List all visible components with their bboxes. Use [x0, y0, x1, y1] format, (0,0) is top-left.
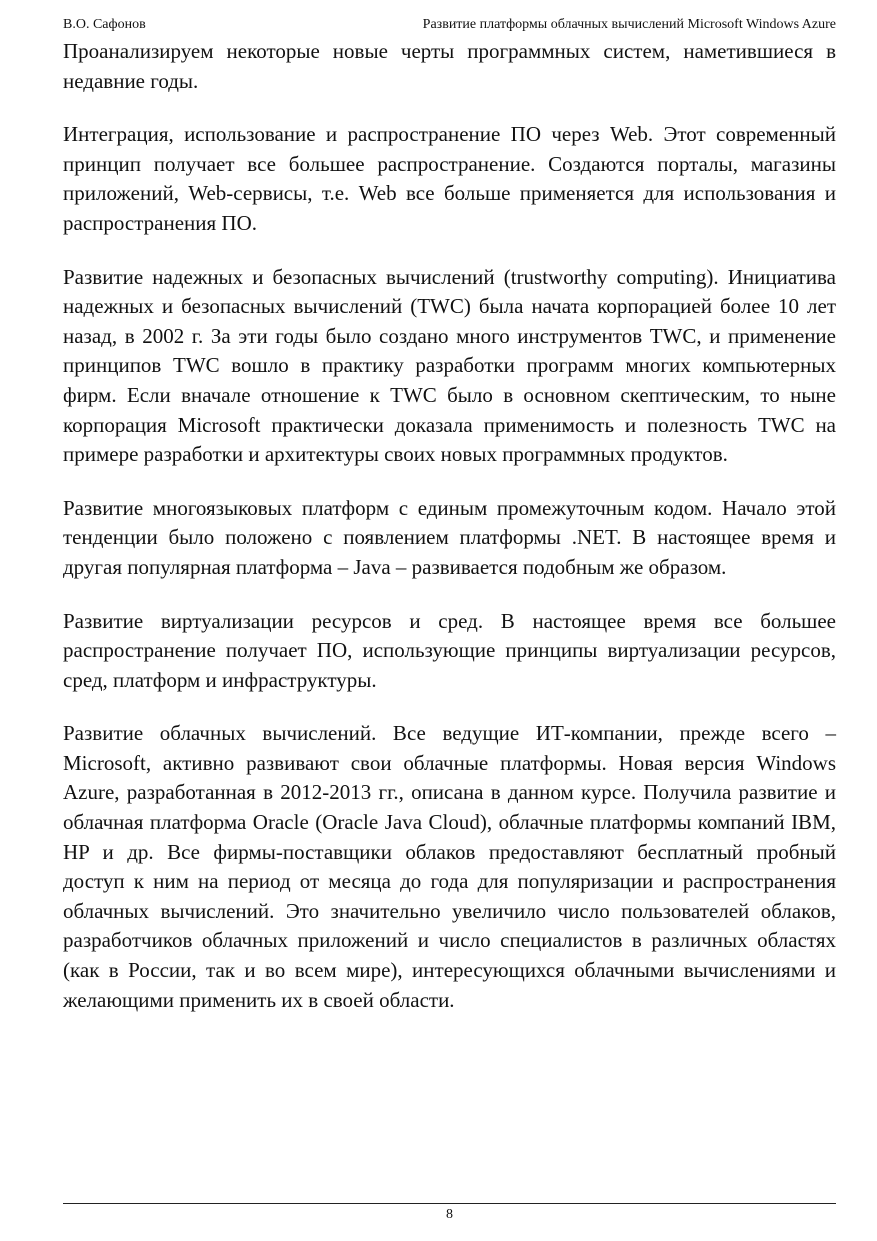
paragraph-multilanguage-platforms: Развитие многоязыковых платформ с единым промежуточным кодом. Начало этой тенденции было положено с появлением платформы .NET. В настоящее время и другая популярная платформа – Java – развивается подобным же образом. [63, 495, 836, 579]
paragraph-virtualization: Развитие виртуализации ресурсов и сред. В настоящее время все большее распространение получает ПО, использующие принципы виртуализации ресурсов, сред, платформ и инфраструктуры. [63, 608, 836, 692]
paragraph-cloud-computing: Развитие облачных вычислений. Все ведущие ИТ-компании, прежде всего – Microsoft, активно развивают свои облачные платформы. Новая версия Windows Azure, разработанная в 2012-2013 гг., описана в данном курсе. Получила развитие и облачная платформа Oracle (Oracle Java Cloud), облачные платформы компаний IBM, HP и др. Все фирмы-поставщики облаков предоставляют бесплатный пробный доступ к ним на период от месяца до года для популяризации и распространения облачных вычислений. Это значительно увеличило число пользователей облаков, разработчиков облачных приложений и число специалистов в различных областях (как в России, так и во всем мире), интересующихся облачными вычислениями и желающими применить их в своей области. [63, 721, 836, 1012]
paragraph-trustworthy-computing: Развитие надежных и безопасных вычислений (trustworthy computing). Инициатива надежных и безопасных вычислений (TWC) была начата корпорацией более 10 лет назад, в 2002 г. За эти годы было создано много инструментов TWC, и применение принципов TWC вошло в практику разработки программ многих компьютерных фирм. Если вначале отношение к TWC было в основном скептическим, то ныне корпорация Microsoft практически доказала применимость и полезность TWC на примере разработки и архитектуры своих новых программных продуктов. [63, 264, 836, 467]
header-document-title: Развитие платформы облачных вычислений Microsoft Windows Azure [422, 17, 836, 32]
header-author: В.О. Сафонов [63, 17, 146, 32]
body-text [63, 37, 836, 1039]
paragraph-web-integration: Интеграция, использование и распространение ПО через Web. Этот современный принцип получает все большее распространение. Создаются порталы, магазины приложений, Web-сервисы, т.е. Web все больше применяется для использования и распространения ПО. [63, 122, 836, 235]
paragraph-intro: Проанализируем некоторые новые черты программных систем, наметившиеся в недавние годы. [63, 39, 836, 93]
page-header [63, 15, 836, 35]
footer-divider [63, 1203, 836, 1204]
page-number: 8 [446, 1207, 453, 1222]
